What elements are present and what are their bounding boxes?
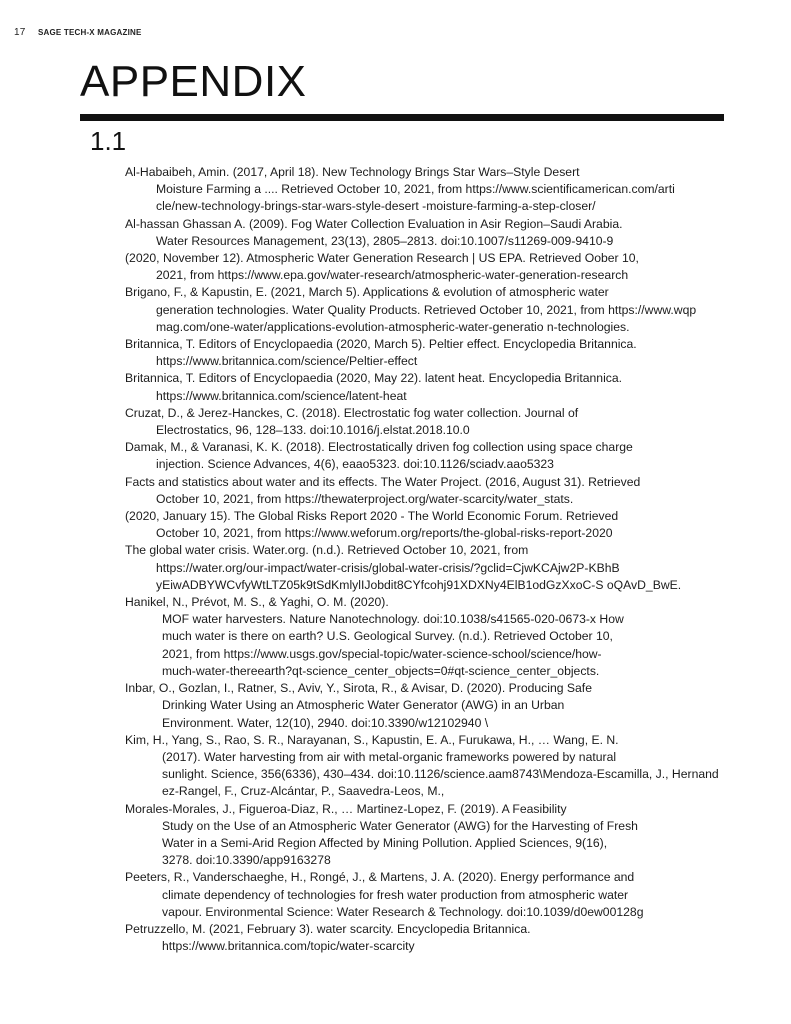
reference-line: (2020, November 12). Atmospheric Water Generation Research | US EPA. Retrieved Oober 10,: [125, 251, 639, 266]
reference-line: The global water crisis. Water.org. (n.d.). Retrieved October 10, 2021, from: [125, 543, 529, 558]
reference-line: Britannica, T. Editors of Encyclopaedia (2020, March 5). Peltier effect. Encyclopedia Britannica.: [125, 337, 637, 352]
reference-entry: [125, 284, 725, 336]
reference-line: 2021, from https://www.epa.gov/water-research/atmospheric-water-generation-research: [156, 268, 629, 283]
reference-line: https://www.britannica.com/science/latent-heat: [156, 388, 407, 403]
reference-line: mag.com/one-water/applications-evolution-atmospheric-water-generatio n-technologies.: [156, 319, 630, 334]
reference-line: Facts and statistics about water and its effects. The Water Project. (2016, August 31). Retrieved: [125, 474, 641, 489]
section-number: 1.1: [90, 126, 127, 156]
reference-entry: [125, 164, 725, 216]
reference-line: cle/new-technology-brings-star-wars-style-desert -moisture-farming-a-step-closer/: [156, 199, 596, 214]
reference-entry: [125, 869, 725, 921]
magazine-name: SAGE TECH-X MAGAZINE: [37, 28, 142, 37]
reference-line: 3278. doi:10.3390/app9163278: [162, 853, 331, 868]
reference-line: Kim, H., Yang, S., Rao, S. R., Narayanan, S., Kapustin, E. A., Furukawa, H., … Wang, E. N.: [125, 732, 619, 747]
reference-line: Drinking Water Using an Atmospheric Water Generator (AWG) in an Urban: [162, 698, 565, 713]
reference-entry: [125, 474, 725, 508]
reference-line: 2021, from https://www.usgs.gov/special-topic/water-science-school/science/how-: [162, 646, 602, 661]
reference-line: https://water.org/our-impact/water-crisis/global-water-crisis/?gclid=CjwKCAjw2P-KBhB: [156, 560, 620, 575]
title-rule: [80, 114, 724, 121]
reference-line: sunlight. Science, 356(6336), 430–434. doi:10.1126/science.aam8743\Mendoza-Escamilla, J., Hernand: [162, 767, 719, 782]
reference-line: https://www.britannica.com/science/Peltier-effect: [156, 354, 418, 369]
page-number: 17: [14, 27, 26, 38]
reference-line: October 10, 2021, from https://thewaterproject.org/water-scarcity/water_stats.: [156, 491, 574, 506]
reference-line: Inbar, O., Gozlan, I., Ratner, S., Aviv, Y., Sirota, R., & Avisar, D. (2020). Producing Safe: [125, 681, 592, 696]
reference-line: yEiwADBYWCvfyWtLTZ05k9tSdKmlylIJobdit8CYfcohj91XDXNy4ElB1odGzXxoC-S oQAvD_BwE.: [156, 577, 682, 592]
reference-line: https://www.britannica.com/topic/water-scarcity: [162, 939, 415, 954]
reference-entry: [125, 439, 725, 473]
page-title: APPENDIX: [80, 57, 307, 106]
reference-entry: [125, 594, 725, 680]
reference-line: Petruzzello, M. (2021, February 3). water scarcity. Encyclopedia Britannica.: [125, 921, 531, 936]
reference-line: Britannica, T. Editors of Encyclopaedia (2020, May 22). latent heat. Encyclopedia Britannica.: [125, 371, 623, 386]
reference-entry: [125, 732, 725, 801]
reference-line: Morales-Morales, J., Figueroa-Diaz, R., … Martinez-Lopez, F. (2019). A Feasibility: [125, 801, 567, 816]
reference-entry: [125, 216, 725, 250]
reference-line: Al-Habaibeh, Amin. (2017, April 18). New Technology Brings Star Wars–Style Desert: [125, 165, 580, 179]
reference-line: generation technologies. Water Quality Products. Retrieved October 10, 2021, from https://www.wqp: [156, 302, 697, 317]
reference-line: much water is there on earth? U.S. Geological Survey. (n.d.). Retrieved October 10,: [162, 629, 613, 644]
reference-line: Water Resources Management, 23(13), 2805–2813. doi:10.1007/s11269-009-9410-9: [156, 233, 614, 248]
reference-line: Damak, M., & Varanasi, K. K. (2018). Electrostatically driven fog collection using space charge: [125, 440, 633, 455]
reference-line: October 10, 2021, from https://www.weforum.org/reports/the-global-risks-report-2020: [156, 526, 613, 541]
reference-entry: [125, 336, 725, 370]
reference-line: Environment. Water, 12(10), 2940. doi:10.3390/w12102940 \: [162, 715, 489, 730]
reference-line: (2017). Water harvesting from air with metal-organic frameworks powered by natural: [162, 749, 617, 764]
reference-line: Peeters, R., Vanderschaeghe, H., Rongé, J., & Martens, J. A. (2020). Energy performance and: [125, 870, 635, 885]
reference-line: Water in a Semi-Arid Region Affected by Mining Pollution. Applied Sciences, 9(16),: [162, 835, 608, 850]
running-head: [14, 27, 142, 38]
reference-line: Al-hassan Ghassan A. (2009). Fog Water Collection Evaluation in Asir Region–Saudi Arabia.: [125, 216, 623, 231]
reference-line: vapour. Environmental Science: Water Research & Technology. doi:10.1039/d0ew00128g: [162, 904, 644, 919]
reference-line: Electrostatics, 96, 128–133. doi:10.1016/j.elstat.2018.10.0: [156, 423, 470, 438]
reference-line: Cruzat, D., & Jerez-Hanckes, C. (2018). Electrostatic fog water collection. Journal of: [125, 405, 579, 420]
reference-line: Brigano, F., & Kapustin, E. (2021, March 5). Applications & evolution of atmospheric water: [125, 285, 609, 300]
reference-entry: [125, 508, 725, 542]
reference-line: Hanikel, N., Prévot, M. S., & Yaghi, O. M. (2020).: [125, 595, 389, 610]
reference-entry: [125, 542, 725, 594]
reference-line: Moisture Farming a .... Retrieved October 10, 2021, from https://www.scientificamerican.com/arti: [156, 182, 675, 197]
reference-line: ez-Rangel, F., Cruz-Alcántar, P., Saavedra-Leos, M.,: [162, 784, 445, 799]
reference-entry: [125, 370, 725, 404]
reference-entry: [125, 405, 725, 439]
reference-line: injection. Science Advances, 4(6), eaao5323. doi:10.1126/sciadv.aao5323: [156, 457, 554, 472]
reference-line: MOF water harvesters. Nature Nanotechnology. doi:10.1038/s41565-020-0673-x How: [162, 612, 624, 627]
reference-entry: [125, 680, 725, 732]
reference-line: climate dependency of technologies for fresh water production from atmospheric water: [162, 887, 629, 902]
reference-line: Study on the Use of an Atmospheric Water Generator (AWG) for the Harvesting of Fresh: [162, 818, 638, 833]
reference-line: (2020, January 15). The Global Risks Report 2020 - The World Economic Forum. Retrieved: [125, 509, 619, 524]
reference-entry: [125, 801, 725, 870]
reference-line: much-water-thereearth?qt-science_center_objects=0#qt-science_center_objects.: [162, 663, 600, 678]
reference-entry: [125, 921, 725, 955]
reference-entry: [125, 250, 725, 284]
reference-list: [125, 164, 725, 955]
